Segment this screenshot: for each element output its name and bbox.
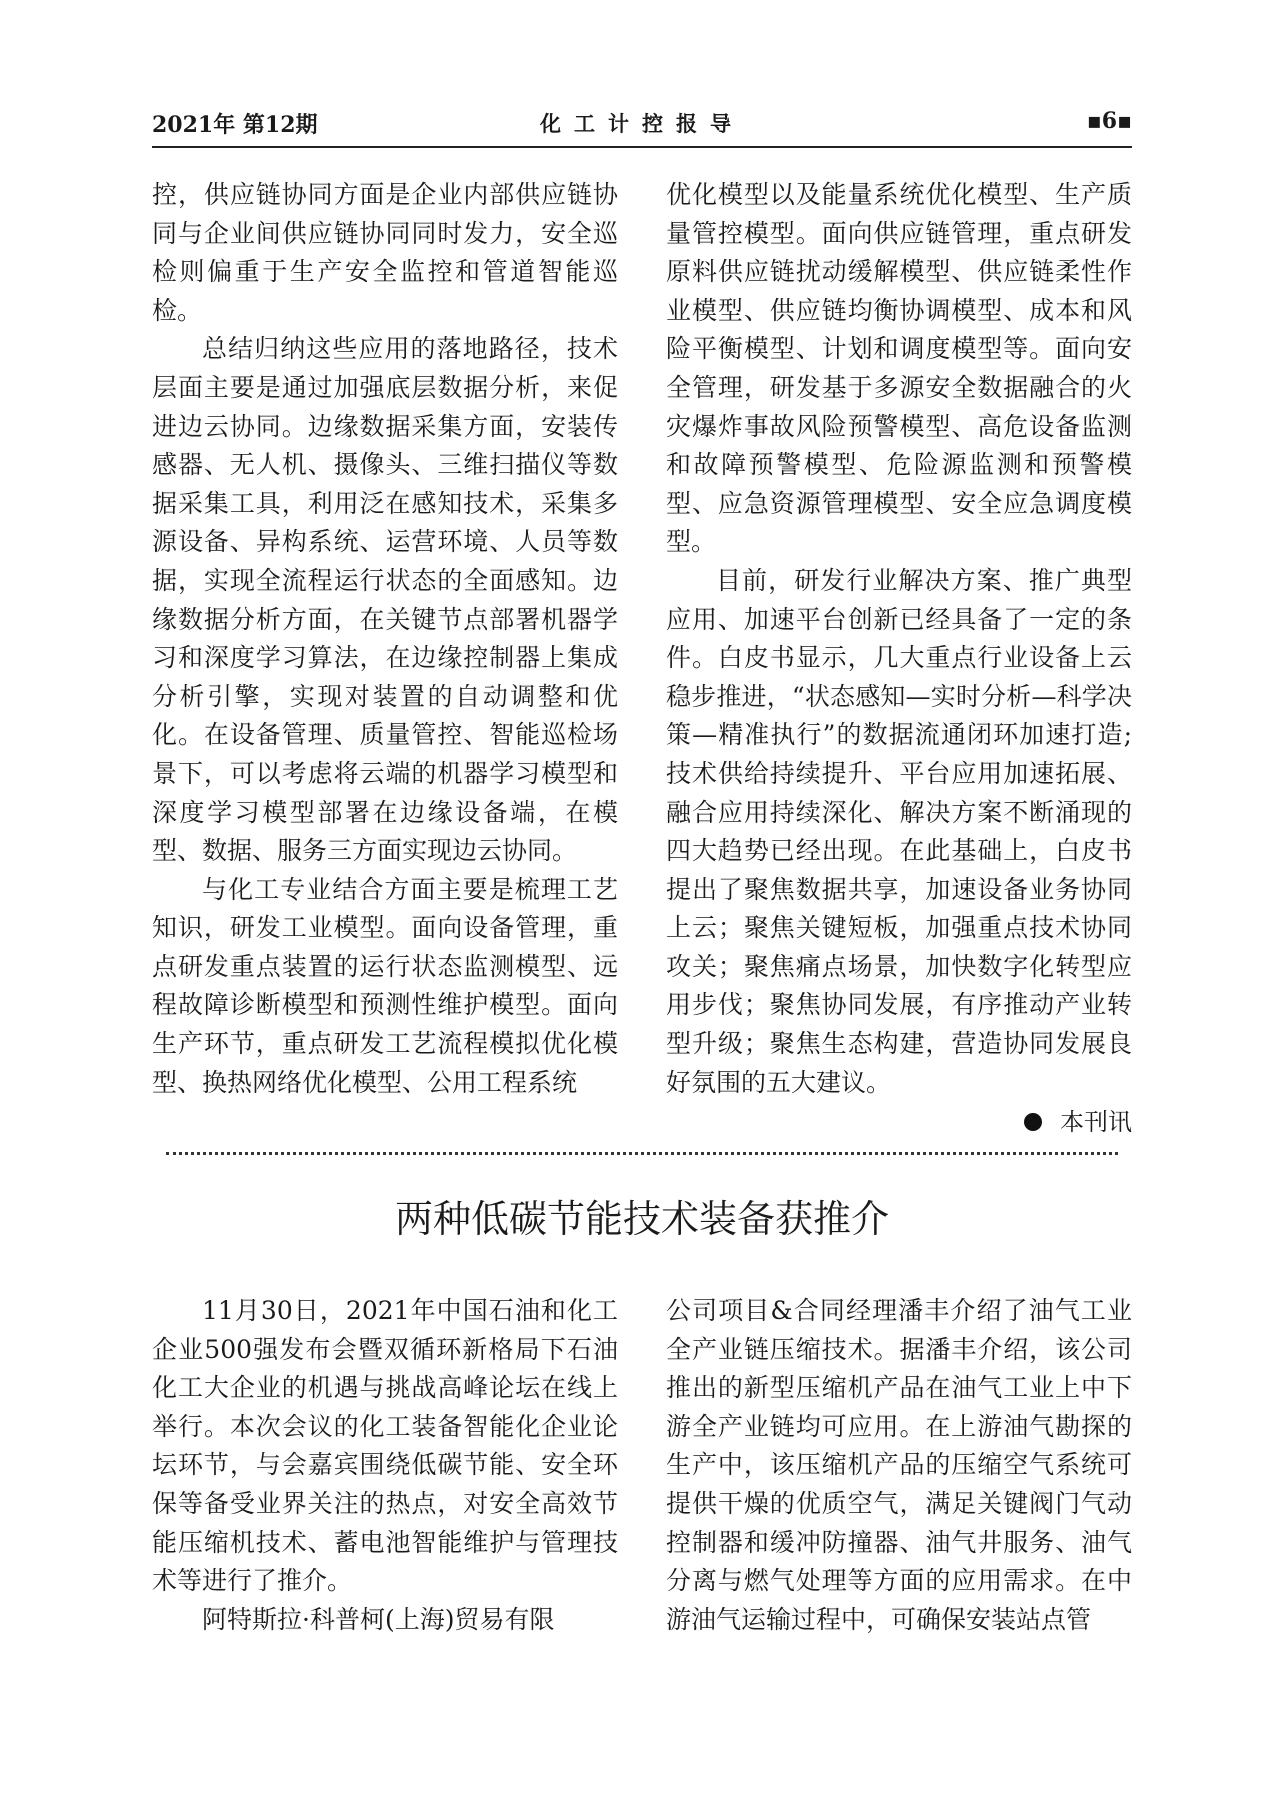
article-right-column: [666, 1292, 1132, 1639]
source-byline: [1024, 1102, 1132, 1137]
paragraph: 阿特斯拉·科普柯(上海)贸易有限: [202, 1604, 555, 1634]
running-header: [152, 104, 1132, 140]
journal-name: 化工计控报导: [540, 111, 744, 136]
bullet-dot-icon: [1024, 1113, 1042, 1131]
paragraph: 11月30日，2021年中国石油和化工企业500强发布会暨双循环新格局下石油化工大企业的机遇与挑战高峰论坛在线上举行。本次会议的化工装备智能化企业论坛环节，与会嘉宾围绕低碳节能、安全环保等备受业界关注的热点，对安全高效节能压缩机技术、蓄电池智能维护与管理技术等进行了推介。: [152, 1296, 618, 1596]
paragraph: 优化模型以及能量系统优化模型、生产质量管控模型。面向供应链管理，重点研发原料供应链扰动缓解模型、供应链柔性作业模型、供应链均衡协调模型、成本和风险平衡模型、计划和调度模型等。面向安全管理，研发基于多源安全数据融合的火灾爆炸事故风险预警模型、高危设备监测和故障预警模型、危险源监测和预警模型、应急资源管理模型、安全应急调度模型。: [666, 180, 1132, 557]
paragraph: 公司项目&合同经理潘丰介绍了油气工业全产业链压缩技术。据潘丰介绍，该公司推出的新型压缩机产品在油气工业上中下游全产业链均可应用。在上游油气勘探的生产中，该压缩机产品的压缩空气系统可提供干燥的优质空气，满足关键阀门气动控制器和缓冲防撞器、油气井服务、油气分离与燃气处理等方面的应用需求。在中游油气运输过程中，可确保安装站点管: [666, 1296, 1132, 1634]
header-rule: [152, 146, 1132, 148]
paragraph: 总结归纳这些应用的落地路径，技术层面主要是通过加强底层数据分析，来促进边云协同。边缘数据采集方面，安装传感器、无人机、摄像头、三维扫描仪等数据采集工具，利用泛在感知技术，采集多源设备、异构系统、运营环境、人员等数据，实现全流程运行状态的全面感知。边缘数据分析方面，在关键节点部署机器学习和深度学习算法，在边缘控制器上集成分析引擎，实现对装置的自动调整和优化。在设备管理、质量管控、智能巡检场景下，可以考虑将云端的机器学习模型和深度学习模型部署在边缘设备端，在模型、数据、服务三方面实现边云协同。: [152, 334, 618, 866]
issue-number: 2021年 第12期: [152, 112, 318, 138]
upper-right-column: [666, 176, 1132, 1102]
paragraph: 与化工专业结合方面主要是梳理工艺知识，研发工业模型。面向设备管理，重点研发重点装置的运行状态监测模型、远程故障诊断模型和预测性维护模型。面向生产环节，重点研发工艺流程模拟优化模型、换热网络优化模型、公用工程系统: [152, 874, 618, 1097]
article-left-column: [152, 1292, 618, 1639]
paragraph: 目前，研发行业解决方案、推广典型应用、加速平台创新已经具备了一定的条件。白皮书显示，几大重点行业设备上云稳步推进，“状态感知—实时分析—科学决策—精准执行”的数据流通闭环加速打造;技术供给持续提升、平台应用加速拓展、融合应用持续深化、解决方案不断涌现的四大趋势已经出现。在此基础上，白皮书提出了聚焦数据共享，加速设备业务协同上云；聚焦关键短板，加强重点技术协同攻关；聚焦痛点场景，加快数字化转型应用步伐；聚焦协同发展，有序推动产业转型升级；聚焦生态构建，营造协同发展良好氛围的五大建议。: [666, 565, 1132, 1097]
paragraph: 控，供应链协同方面是企业内部供应链协同与企业间供应链协同同时发力，安全巡检则偏重于生产安全监控和管道智能巡检。: [152, 180, 618, 325]
byline-text: 本刊讯: [1060, 1108, 1132, 1136]
section-divider: [166, 1152, 1118, 1155]
upper-left-column: [152, 176, 618, 1102]
article-title: 两种低碳节能技术装备获推介: [394, 1197, 889, 1241]
page-number: ▪6▪: [1086, 108, 1132, 134]
